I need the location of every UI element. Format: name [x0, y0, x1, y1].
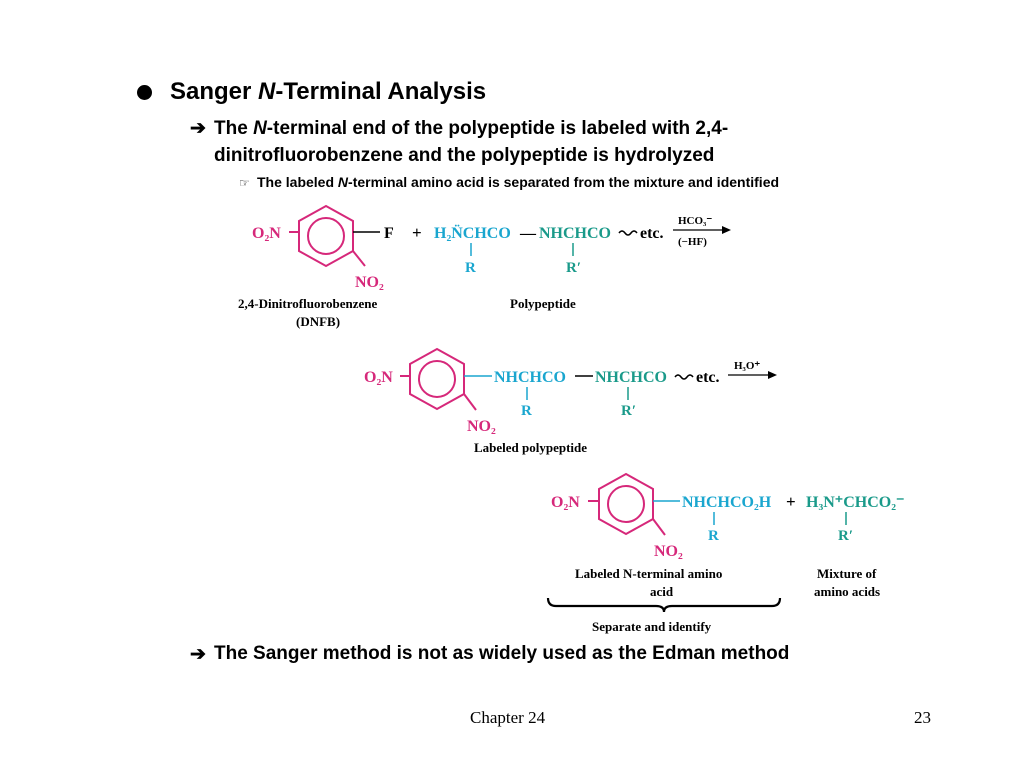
hand-pointer-icon: ☞ [239, 176, 250, 190]
reaction-arrow-1 [673, 215, 731, 248]
dnfb-structure [252, 206, 394, 291]
labeled-amino-acid-caption: Labeled N-terminal amino [575, 566, 723, 581]
labeled-polypeptide-structure [364, 349, 720, 435]
separate-identify-caption: Separate and identify [592, 619, 712, 634]
reaction-arrow-2 [728, 360, 777, 379]
arrow-icon: ➔ [190, 118, 206, 139]
no2-label: NO₂ [654, 543, 683, 560]
nhchco-label: NHCHCO [494, 369, 566, 386]
r-group: R [521, 403, 532, 419]
reagent-hydronium: H₃O⁺ [734, 360, 761, 372]
r-prime-group: R′ [621, 403, 637, 419]
o2n-label: O₂N [364, 369, 393, 386]
etc-label: etc. [696, 369, 720, 386]
nhchco-label: NHCHCO [595, 369, 667, 386]
nhchco-label: NHCHCO [539, 225, 611, 242]
o2n-label: O₂N [252, 225, 281, 242]
etc-label: etc. [640, 225, 664, 242]
r-prime-group: R′ [838, 528, 854, 544]
plus-sign: + [412, 223, 422, 242]
wavy-bond [675, 375, 693, 379]
subpoint-1-text: The N-terminal end of the polypeptide is labeled with 2,4-dinitrofluorobenzene and the polypeptide is hydrolyzed [214, 118, 729, 166]
nhchco2h-label: NHCHCO₂H [682, 494, 772, 511]
footer-page-number: 23 [914, 708, 931, 727]
mixture-caption: Mixture of [817, 566, 877, 581]
dnfb-caption: 2,4-Dinitrofluorobenzene [238, 296, 378, 311]
r-group: R [465, 260, 476, 276]
amino-acid-mixture-structure [806, 494, 904, 544]
r-group: R [708, 528, 719, 544]
reagent-bicarbonate: HCO₃⁻ [678, 215, 713, 227]
no2-label: NO₂ [355, 274, 384, 291]
h3n-chco2-label: H₃N⁺CHCO₂⁻ [806, 494, 905, 511]
o2n-label: O₂N [551, 494, 580, 511]
bracket-brace [548, 598, 780, 612]
bond-dash: — [520, 225, 536, 242]
r-prime-group: R′ [566, 260, 582, 276]
heading-text: Sanger N-Terminal Analysis [170, 78, 487, 105]
dnfb-abbrev-caption: (DNFB) [296, 314, 341, 329]
mixture-caption-2: amino acids [814, 584, 881, 599]
polypeptide-structure [434, 225, 664, 276]
wavy-bond [619, 231, 637, 235]
subpoint-3-text: The Sanger method is not as widely used as the Edman method [214, 643, 790, 664]
arrow-icon: ➔ [190, 644, 206, 665]
h2n-chco-label: H₂N̈CHCO [434, 225, 511, 242]
fluorine-label: F [384, 225, 394, 242]
reagent-minus-hf: (−HF) [678, 236, 707, 248]
plus-sign: + [786, 492, 796, 511]
labeled-amino-acid-structure [551, 474, 772, 560]
subpoint-3 [190, 643, 789, 665]
footer-chapter: Chapter 24 [470, 708, 546, 727]
labeled-polypeptide-caption: Labeled polypeptide [474, 440, 588, 455]
subpoint-2-text: The labeled N-terminal amino acid is separated from the mixture and identified [257, 174, 780, 190]
no2-label: NO₂ [467, 418, 496, 435]
polypeptide-caption: Polypeptide [510, 296, 576, 311]
labeled-amino-acid-caption-2: acid [650, 584, 674, 599]
